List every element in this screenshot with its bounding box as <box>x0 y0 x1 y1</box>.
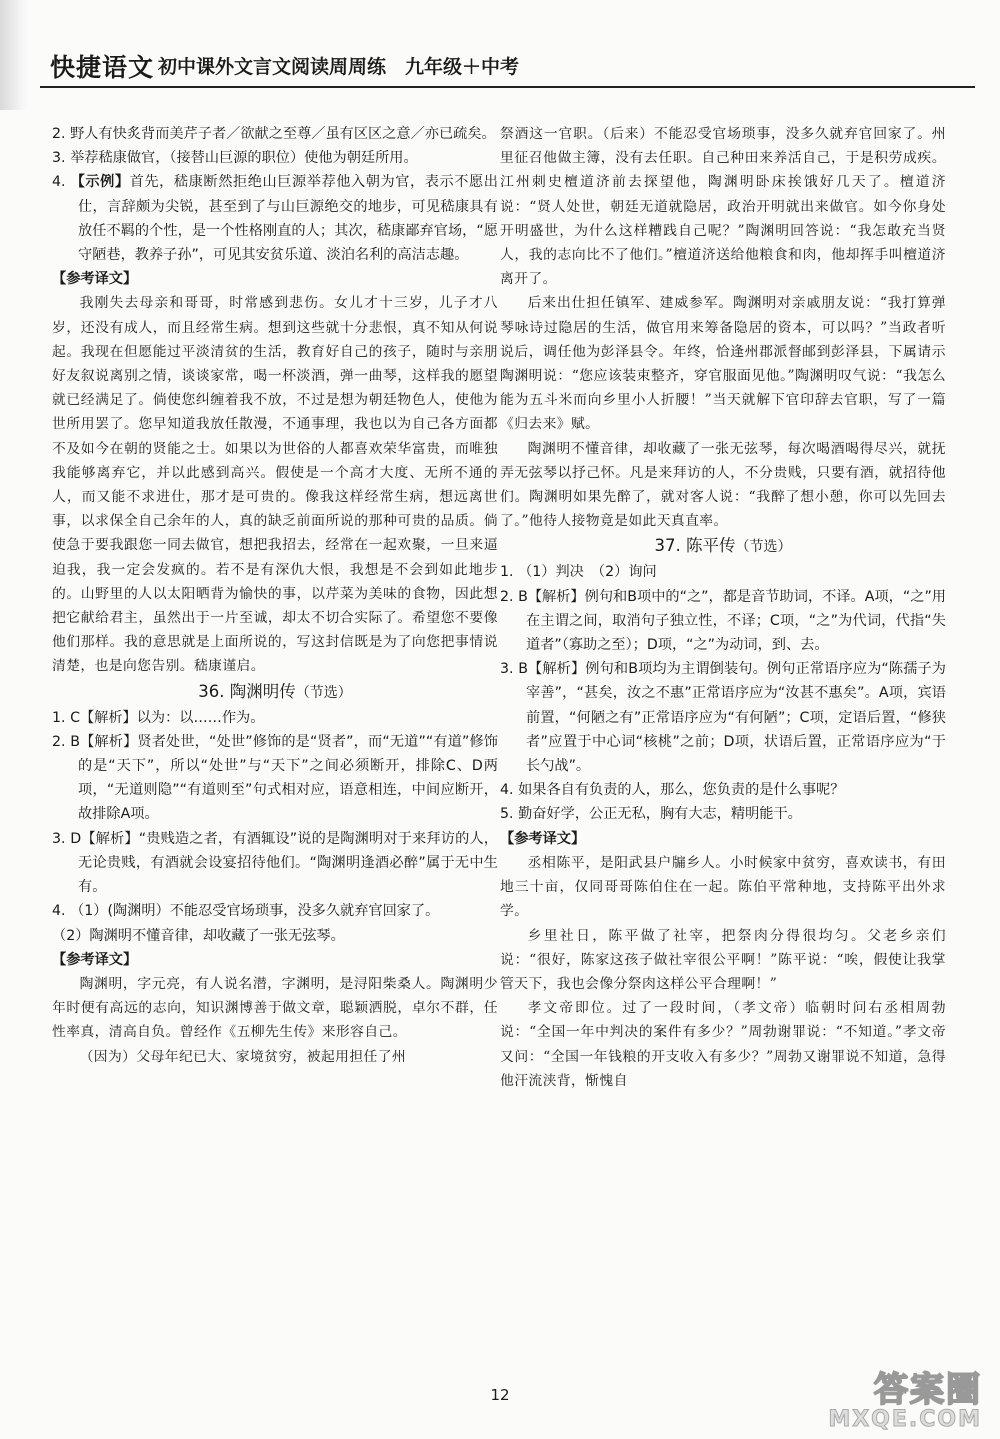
answer-number: 1. <box>52 709 66 726</box>
translation-36-paragraph-1: 陶渊明，字元亮，有人说名潜，字渊明，是浔阳柴桑人。陶渊明少年时便有高远的志向，知识渊博善于做文章，聪颖洒脱，卓尔不群，任性率真，清高自负。曾经作《五柳先生传》来形容自己。 <box>52 975 498 1041</box>
watermark-url: MXQE.COM <box>828 1407 982 1432</box>
answer-36-4 <box>52 899 498 923</box>
right-column <box>500 122 946 1093</box>
watermark-logo-text: 答案圈 <box>874 1370 982 1410</box>
answer-text: 如果各自有负责的人，那么，您负责的是什么事呢？ <box>518 782 845 799</box>
answer-text: （2）陶渊明不懂音律，却收藏了一张无弦琴。 <box>52 927 345 944</box>
translation-37-paragraph-2: 乡里社日，陈平做了社宰，把祭肉分得很均匀。父老乡亲们说：“很好，陈家这孩子做社宰很公平啊！”陈平说：“唉，假使让我掌管天下，我也会像分祭肉这样公平合理啊！” <box>500 927 946 992</box>
reference-translation-heading: 【参考译文】 <box>52 271 138 288</box>
answer-37-2 <box>500 585 946 658</box>
section-37-title <box>500 533 946 560</box>
answer-37-3 <box>500 657 946 778</box>
section-36-name: 36. 陶渊明传 <box>198 681 296 701</box>
reference-translation-heading: 【参考译文】 <box>500 830 586 847</box>
answer-35-4 <box>52 170 498 267</box>
translation-37-paragraph-1: 丞相陈平，是阳武县户牖乡人。小时候家中贫穷，喜欢读书，有田地三十亩，仅同哥哥陈伯住在一起。陈伯平常种地，支持陈平出外求学。 <box>500 854 946 920</box>
answer-text: 勤奋好学，公正无私，胸有大志，精明能干。 <box>518 806 802 823</box>
answer-36-2 <box>52 730 498 827</box>
answer-text: B【解析】例句和B项中的“之”，都是音节助词，不译。A项，“之”用在主谓之间，取消句子独立性，不译；C项，“之”为代词，代指“失道者”（寡助之至）；D项，“之”为动词，到、去。 <box>518 588 946 654</box>
reference-translation-heading: 【参考译文】 <box>52 951 138 968</box>
answer-number: 2. <box>52 733 66 750</box>
binding-edge-decoration <box>0 0 28 110</box>
book-subtitle: 初中课外文言文阅读周周练 九年级＋中考 <box>158 56 520 78</box>
answer-text: 首先，嵇康断然拒绝山巨源举荐他入朝为官，表示不愿出仕，言辞颇为尖锐，甚至到了与山巨源绝交的地步，可见嵇康具有放任不羁的个性，是一个性格刚直的人；其次，嵇康鄙弃官场，“愿守陋巷，教养子孙”，可见其安贫乐道、淡泊名利的高洁志趣。 <box>78 174 498 264</box>
section-37-name: 37. 陈平传 <box>654 536 736 556</box>
page-number: 12 <box>490 1386 510 1404</box>
answer-36-3 <box>52 827 498 900</box>
section-36-note: （节选） <box>295 684 352 701</box>
answer-number: 1. <box>500 564 514 581</box>
answer-number: 2. <box>500 588 514 605</box>
translation-36-paragraph-2-continued: 祭酒这一官职。（后来）不能忍受官场琐事，没多久就弃官回家了。州里征召他做主簿，没有去任职。自己种田来养活自己，于是积劳成疾。江州刺史檀道济前去探望他，陶渊明卧床挨饿好几天了。檀道济说：“贤人处世，朝廷无道就隐居，政治开明就出来做官。如今你身处开明盛世，为什么这样糟践自己呢？”陶渊明回答说：“我怎敢充当贤人，我的志向比不了他们。”檀道济送给他粮食和肉，他却挥手叫檀道济离开了。 <box>500 126 946 288</box>
answer-35-2 <box>52 122 498 146</box>
answer-text: C【解析】以为：以……作为。 <box>70 709 265 726</box>
answer-number: 3. <box>52 150 66 167</box>
translation-36-paragraph-4: 陶渊明不懂音律，却收藏了一张无弦琴，每次喝酒喝得尽兴，就抚弄无弦琴以抒己怀。凡是来拜访的人，不分贵贱，只要有酒，就招待他们。陶渊明如果先醉了，就对客人说：“我醉了想小憩，你可以先回去了。”他待人接物竟是如此天真直率。 <box>500 440 946 530</box>
answer-36-1 <box>52 706 498 730</box>
section-36-title <box>52 679 498 706</box>
answer-number: 4. <box>500 782 514 799</box>
answer-37-1 <box>500 560 946 584</box>
answer-number: 5. <box>500 806 514 823</box>
answer-text: （1）(陶渊明）不能忍受官场琐事，没多久就弃官回家了。 <box>70 903 440 920</box>
page-header <box>0 0 1000 92</box>
answer-text: B【解析】贤者处世，“处世”修饰的是“贤者”，而“无道”“有道”修饰的是“天下”，所以“处世”与“天下”之间必须断开，排除C、D两项，“无道则隐”“有道则至”句式相对应，语意相连，中间应断开，故排除A项。 <box>70 733 498 823</box>
translation-37-paragraph-3: 孝文帝即位。过了一段时间，（孝文帝）临朝时问右丞相周勃说：“全国一年中判决的案件有多少？”周勃谢罪说：“不知道。”孝文帝又问：“全国一年钱粮的开支收入有多少？”周勃又谢罪说不知道，急得他汗流浃背，惭愧自 <box>500 1000 946 1089</box>
answer-number: 3. <box>52 830 66 847</box>
site-watermark <box>804 1371 982 1431</box>
answer-text: D【解析】“贵贱造之者，有酒辄设”说的是陶渊明对于来拜访的人，无论贵贱，有酒就会设宴招待他们。“陶渊明逢酒必醉”属于无中生有。 <box>70 830 498 896</box>
answer-text: 野人有快炙背而美芹子者／欲献之至尊／虽有区区之意／亦已疏矣。 <box>70 126 496 142</box>
answer-text: B【解析】例句和B项均为主谓倒装句。例句正常语序应为“陈孺子为宰善”，“甚矣，汝之不惠”正常语序应为“汝甚不惠矣”。A项，宾语前置，“何陋之有”正常语序应为“有何陋”；C项，定语后置，“修狭者”应置于中心词“核桃”之前；D项，状语后置，正常语序应为“于长勺战”。 <box>518 661 946 775</box>
example-tag: 【示例】 <box>70 174 130 191</box>
answer-number: 4. <box>52 903 66 920</box>
answer-number: 3. <box>500 661 514 678</box>
answer-36-4-part-2 <box>52 924 498 948</box>
translation-35: 我刚失去母亲和哥哥，时常感到悲伤。女儿才十三岁，儿子才八岁，还没有成人，而且经常生病。想到这些就十分悲恨，真不知从何说起。我现在但愿能过平淡清贫的生活，教育好自己的孩子，随时与亲朋好友叙说离别之情，谈谈家常，喝一杯淡酒，弹一曲琴，这样我的愿望就已经满足了。倘使您纠缠着我不放，不过是想为朝廷物色人，使他为世所用罢了。您早知道我放任散漫，不通事理，我也以为自己各方面都不及如今在朝的贤能之士。如果以为世俗的人都喜欢荣华富贵，而唯独我能够离弃它，并以此感到高兴。假使是一个高才大度、无所不通的人，而又能不求进仕，那才是可贵的。像我这样经常生病，想远离世事，以求保全自己余年的人，真的缺乏前面所说的那种可贵的品质。倘使急于要我跟您一同去做官，想把我招去，经常在一起欢聚，一旦来逼迫我，我一定会发疯的。若不是有深仇大恨，我想是不会到如此地步的。山野里的人以太阳晒背为愉快的事，以芹菜为美味的食物，因此想把它献给君主，虽然出于一片至诚，却太不切合实际了。希望您不要像他们那样。我的意思就是上面所说的，写这封信既是为了向您把事情说清楚，也是向您告别。嵇康谨启。 <box>52 295 498 675</box>
brand-title: 快捷语文 <box>50 53 155 82</box>
translation-36-paragraph-2: （因为）父母年纪已大、家境贫穷，被起用担任了州 <box>79 1048 407 1065</box>
answer-number: 2. <box>52 126 66 142</box>
answer-37-5 <box>500 802 946 826</box>
translation-36-paragraph-3: 后来出仕担任镇军、建威参军。陶渊明对亲戚朋友说：“我打算弹琴咏诗过隐居的生活，做官用来筹备隐居的资本，可以吗？”当政者听说后，调任他为彭泽县令。年终，恰逢州郡派督邮到彭泽县，下属请示陶渊明说：“您应该装束整齐，穿官服面见他。”陶渊明叹气说：“我怎么能为五斗米而向乡里小人折腰！”当天就解下官印辞去官职，写了一篇《归去来》赋。 <box>500 295 946 433</box>
answer-text: （1）判决 （2）询问 <box>518 564 657 581</box>
answer-text: 举荐嵇康做官，（接替山巨源的职位）使他为朝廷所用。 <box>70 150 418 167</box>
header-rule <box>40 86 975 88</box>
section-37-note: （节选） <box>735 539 792 556</box>
answer-number: 4. <box>52 174 66 191</box>
left-column <box>52 122 498 1069</box>
answer-37-4 <box>500 778 946 802</box>
answer-35-3 <box>52 146 498 170</box>
